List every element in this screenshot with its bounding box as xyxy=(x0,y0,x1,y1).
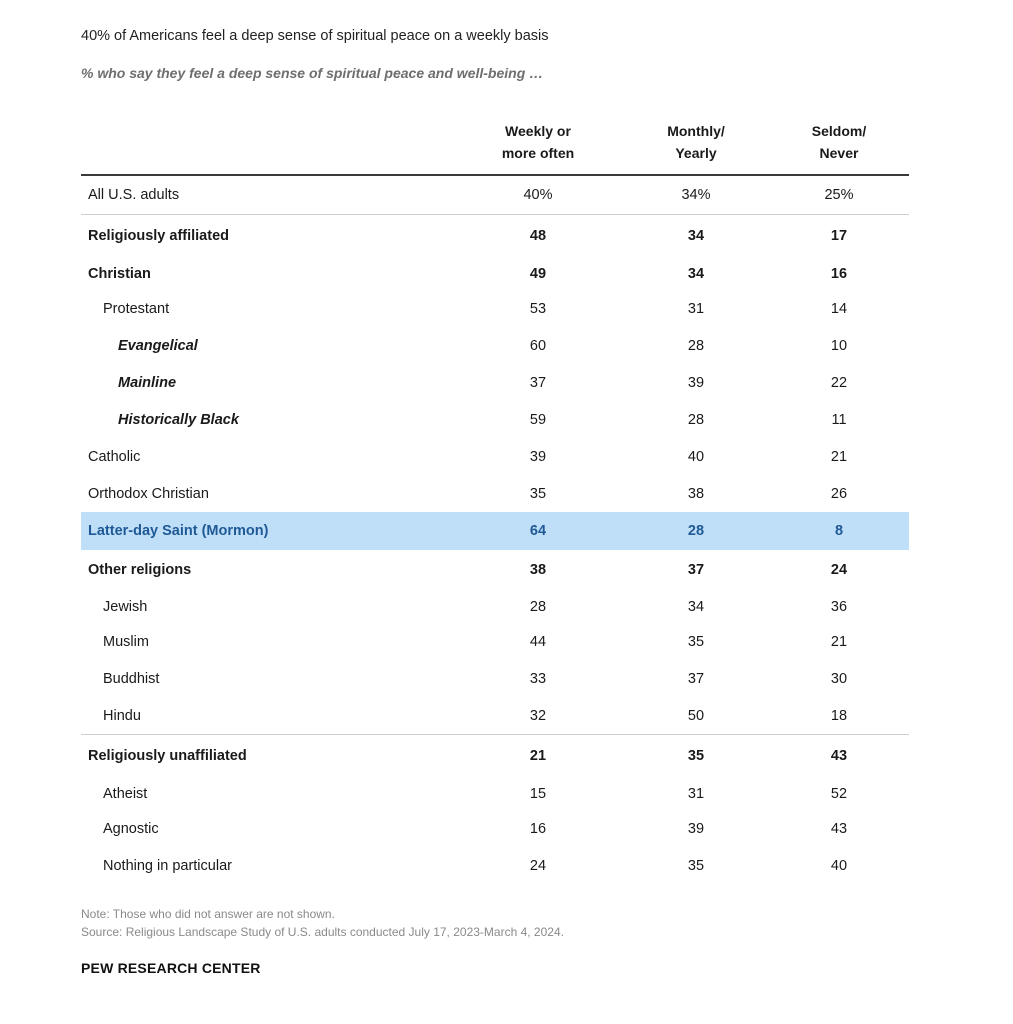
table-row xyxy=(81,810,909,847)
chart-title: 40% of Americans feel a deep sense of spiritual peace on a weekly basis xyxy=(81,28,549,44)
table-cell: 39 xyxy=(687,820,705,837)
row-label: Religiously unaffiliated xyxy=(88,748,247,764)
table-cell: 35 xyxy=(529,485,547,502)
table-cell: 44 xyxy=(529,633,547,650)
table-cell: 34 xyxy=(687,228,705,244)
table-cell: 53 xyxy=(529,300,547,317)
row-label: Historically Black xyxy=(118,411,239,428)
chart-subtitle: % who say they feel a deep sense of spiritual peace and well-being … xyxy=(81,65,544,81)
row-label: Muslim xyxy=(103,633,149,650)
table-cell: 36 xyxy=(830,598,848,615)
table-cell: 10 xyxy=(830,337,848,354)
row-label: Other religions xyxy=(88,562,192,578)
row-label: Religiously affiliated xyxy=(88,228,229,244)
row-label: Hindu xyxy=(103,707,141,724)
table-cell: 31 xyxy=(687,300,705,317)
table-cell: 37 xyxy=(529,374,547,391)
row-label: Jewish xyxy=(103,598,148,615)
table-cell: 38 xyxy=(687,485,705,502)
table-row xyxy=(81,777,909,810)
table-row xyxy=(81,176,909,214)
source-text: Source: Religious Landscape Study of U.S. adults conducted July 17, 2023-March 4, 2024. xyxy=(81,925,564,939)
table-cell: 37 xyxy=(687,562,705,578)
table-row xyxy=(81,660,909,697)
table-cell: 64 xyxy=(529,523,547,539)
table-cell: 21 xyxy=(830,633,848,650)
table-cell: 25% xyxy=(824,187,854,203)
table-cell: 24 xyxy=(529,857,547,874)
column-header-weekly: Weekly or more often xyxy=(501,123,575,161)
table-row xyxy=(81,590,909,623)
table-row xyxy=(81,697,909,734)
brand-logo-text: PEW RESEARCH CENTER xyxy=(81,960,261,976)
table-row xyxy=(81,290,909,327)
table-cell: 16 xyxy=(830,265,848,282)
table-cell: 35 xyxy=(687,633,705,650)
data-table xyxy=(81,112,909,884)
table-cell: 50 xyxy=(687,707,705,724)
table-cell: 48 xyxy=(529,228,547,244)
table-cell: 37 xyxy=(687,670,705,687)
table-cell: 8 xyxy=(834,523,844,539)
table-cell: 43 xyxy=(830,820,848,837)
table-row xyxy=(81,734,909,777)
table-row xyxy=(81,847,909,884)
table-cell: 52 xyxy=(830,785,848,802)
table-cell: 32 xyxy=(529,707,547,724)
row-label: Protestant xyxy=(103,300,170,317)
table-cell: 28 xyxy=(687,411,705,428)
table-row xyxy=(81,327,909,364)
table-row xyxy=(81,364,909,401)
table-cell: 59 xyxy=(529,411,547,428)
table-cell: 49 xyxy=(529,265,547,282)
table-cell: 31 xyxy=(687,785,705,802)
footnote xyxy=(81,905,564,941)
row-label: Orthodox Christian xyxy=(88,485,209,502)
table-cell: 38 xyxy=(529,562,547,578)
row-label: Latter-day Saint (Mormon) xyxy=(88,523,269,539)
table-cell: 17 xyxy=(830,228,848,244)
table-row xyxy=(81,550,909,590)
table-cell: 14 xyxy=(830,300,848,317)
row-label: Nothing in particular xyxy=(103,857,232,874)
table-cell: 28 xyxy=(687,523,705,539)
table-cell: 21 xyxy=(529,748,547,764)
table-cell: 40 xyxy=(830,857,848,874)
table-cell: 18 xyxy=(830,707,848,724)
table-cell: 40% xyxy=(523,187,553,203)
table-cell: 35 xyxy=(687,748,705,764)
table-cell: 22 xyxy=(830,374,848,391)
table-cell: 26 xyxy=(830,485,848,502)
table-cell: 33 xyxy=(529,670,547,687)
column-header-monthly: Monthly/ Yearly xyxy=(667,123,725,161)
table-cell: 34% xyxy=(681,187,711,203)
table-cell: 16 xyxy=(529,820,547,837)
row-label: All U.S. adults xyxy=(88,187,180,203)
row-label: Buddhist xyxy=(103,670,160,687)
table-cell: 28 xyxy=(529,598,547,615)
table-row xyxy=(81,401,909,438)
row-label: Evangelical xyxy=(118,337,198,354)
note-text: Note: Those who did not answer are not shown. xyxy=(81,907,335,921)
table-cell: 39 xyxy=(529,448,547,465)
table-cell: 40 xyxy=(687,448,705,465)
table-row xyxy=(81,257,909,290)
table-row xyxy=(81,623,909,660)
table-row xyxy=(81,512,909,550)
table-cell: 28 xyxy=(687,337,705,354)
table-body xyxy=(81,176,909,884)
row-label: Atheist xyxy=(103,785,148,802)
table-row xyxy=(81,214,909,257)
table-cell: 11 xyxy=(831,411,847,428)
table-cell: 39 xyxy=(687,374,705,391)
table-header xyxy=(81,112,909,176)
table-row xyxy=(81,475,909,512)
column-header-seldom: Seldom/ Never xyxy=(811,123,867,161)
table-cell: 34 xyxy=(687,598,705,615)
row-label: Christian xyxy=(88,265,151,282)
table-cell: 24 xyxy=(830,562,848,578)
table-cell: 34 xyxy=(687,265,705,282)
table-cell: 21 xyxy=(830,448,848,465)
row-label: Mainline xyxy=(118,374,177,391)
table-cell: 43 xyxy=(830,748,848,764)
table-row xyxy=(81,438,909,475)
table-cell: 60 xyxy=(529,337,547,354)
row-label: Agnostic xyxy=(103,820,159,837)
table-cell: 35 xyxy=(687,857,705,874)
table-cell: 15 xyxy=(529,785,547,802)
row-label: Catholic xyxy=(88,448,141,465)
table-cell: 30 xyxy=(830,670,848,687)
